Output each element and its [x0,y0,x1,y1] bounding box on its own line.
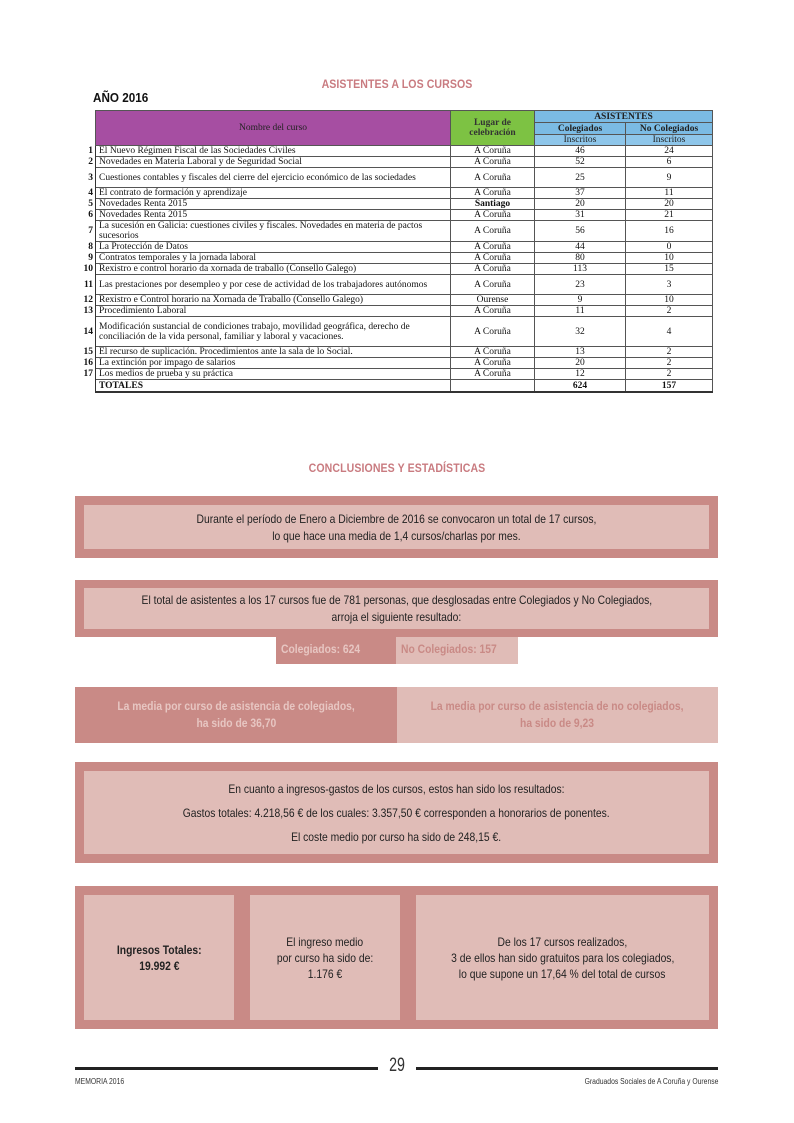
table-row [77,264,713,275]
avg-colegiados-line2: ha sido de 36,70 [196,716,276,730]
table-row [77,275,713,295]
no-colegiados-count: 10 [626,253,713,264]
no-colegiados-count: 6 [626,157,713,168]
footer-left-text: MEMORIA 2016 [75,1077,125,1086]
course-name: Contratos temporales y la jornada laboral [96,253,451,264]
courses-summary-line2: lo que hace una media de 1,4 cursos/charlas por mes. [272,529,521,543]
table-row [77,157,713,168]
header-colegiados: Colegiados [535,123,626,135]
colegiados-count: 37 [535,188,626,199]
row-number: 15 [77,347,96,358]
course-place: A Coruña [451,221,535,242]
colegiados-count: 80 [535,253,626,264]
row-number: 5 [77,199,96,210]
summary-box-income [75,886,718,1029]
table-row [77,347,713,358]
colegiados-count: 20 [535,199,626,210]
course-name: La sucesión en Galicia: cuestiones civiles y fiscales. Novedades en materia de pactos sucesorios [96,221,451,242]
year-label: AÑO 2016 [93,90,149,105]
course-name: Procedimiento Laboral [96,306,451,317]
no-colegiados-count: 10 [626,295,713,306]
courses-table [77,110,713,393]
section-title-asistentes: ASISTENTES A LOS CURSOS [321,77,473,91]
course-name: Modificación sustancial de condiciones trabajo, movilidad geográfica, derecho de conciliación de la vida personal, familiar y laboral y vacaciones. [96,317,451,347]
course-place: A Coruña [451,242,535,253]
footer-right-text: Graduados Sociales de A Coruña y Ourense [584,1077,718,1086]
avg-colegiados-line1: La media por curso de asistencia de colegiados, [117,699,355,713]
totals-no-colegiados: 157 [626,380,713,393]
row-number: 14 [77,317,96,347]
header-course-name: Nombre del curso [96,111,451,146]
table-row [77,188,713,199]
finances-line1: En cuanto a ingresos-gastos de los cursos, estos han sido los resultados: [228,782,565,796]
no-colegiados-count: 2 [626,358,713,369]
course-name: La Protección de Datos [96,242,451,253]
attendees-summary-line2: arroja el siguiente resultado: [331,610,462,624]
section-title-conclusiones: CONCLUSIONES Y ESTADÍSTICAS [308,461,486,475]
course-name: Rexistro e control horario da xornada de traballo (Consello Galego) [96,264,451,275]
no-colegiados-total-tag: No Colegiados: 157 [401,642,497,656]
colegiados-count: 32 [535,317,626,347]
avg-no-colegiados-box [397,687,718,743]
footer-rule-left [75,1067,378,1070]
no-colegiados-count: 16 [626,221,713,242]
course-place: Ourense [451,295,535,306]
course-place: A Coruña [451,157,535,168]
table-row [77,358,713,369]
totals-label: TOTALES [96,380,451,393]
courses-summary-line1: Durante el período de Enero a Diciembre de 2016 se convocaron un total de 17 cursos, [196,512,597,526]
no-colegiados-count: 2 [626,306,713,317]
colegiados-count: 46 [535,146,626,157]
course-name: El contrato de formación y aprendizaje [96,188,451,199]
colegiados-count: 52 [535,157,626,168]
no-colegiados-count: 4 [626,317,713,347]
table-row [77,210,713,221]
page-number: 29 [389,1055,405,1076]
course-place: A Coruña [451,369,535,380]
table-row [77,317,713,347]
header-inscritos-no-colegiados: Inscritos [626,135,713,146]
colegiados-count: 20 [535,358,626,369]
table-row [77,221,713,242]
row-number: 7 [77,221,96,242]
summary-box-attendees [75,580,718,637]
row-number: 12 [77,295,96,306]
colegiados-total-tag: Colegiados: 624 [281,642,361,656]
colegiados-count: 113 [535,264,626,275]
course-place: A Coruña [451,306,535,317]
totals-place [451,380,535,393]
course-place: A Coruña [451,210,535,221]
no-colegiados-count: 15 [626,264,713,275]
income-total-label: Ingresos Totales: [116,942,202,957]
header-place: Lugar de celebración [451,111,535,146]
row-number: 6 [77,210,96,221]
row-number: 10 [77,264,96,275]
totals-row [77,380,713,393]
course-place: A Coruña [451,146,535,157]
footer-rule-right [416,1067,718,1070]
course-place: A Coruña [451,358,535,369]
course-name: El recurso de suplicación. Procedimientos ante la sala de lo Social. [96,347,451,358]
free-courses-line1: De los 17 cursos realizados, [497,934,628,949]
attendees-summary-line1: El total de asistentes a los 17 cursos fue de 781 personas, que desglosadas entre Colegiados y No Colegiados, [141,593,652,607]
course-name: La extinción por impago de salarios [96,358,451,369]
finances-avg-cost: El coste medio por curso ha sido de 248,15 €. [291,830,502,844]
row-number: 9 [77,253,96,264]
income-avg-value: 1.176 € [307,966,343,981]
row-number: 16 [77,358,96,369]
row-number: 1 [77,146,96,157]
row-number: 4 [77,188,96,199]
no-colegiados-count: 24 [626,146,713,157]
table-row [77,199,713,210]
totals-colegiados: 624 [535,380,626,393]
course-place: A Coruña [451,253,535,264]
no-colegiados-count: 3 [626,275,713,295]
no-colegiados-count: 9 [626,168,713,188]
row-number: 3 [77,168,96,188]
row-number: 2 [77,157,96,168]
no-colegiados-count: 20 [626,199,713,210]
avg-colegiados-box [75,687,397,743]
course-name: Novedades Renta 2015 [96,199,451,210]
row-number: 11 [77,275,96,295]
income-avg-line2: por curso ha sido de: [276,950,374,965]
row-number: 13 [77,306,96,317]
summary-box-finances [75,762,718,863]
header-no-colegiados: No Colegiados [626,123,713,135]
course-name: Cuestiones contables y fiscales del cierre del ejercicio económico de las sociedades [96,168,451,188]
colegiados-count: 56 [535,221,626,242]
avg-no-colegiados-line1: La media por curso de asistencia de no colegiados, [431,699,684,713]
summary-box-courses [75,496,718,558]
free-courses-line3: lo que supone un 17,64 % del total de cursos [459,966,666,981]
table-row [77,146,713,157]
course-place: A Coruña [451,275,535,295]
no-colegiados-count: 2 [626,347,713,358]
table-row [77,242,713,253]
table-row [77,306,713,317]
course-name: Novedades en Materia Laboral y de Seguridad Social [96,157,451,168]
colegiados-count: 31 [535,210,626,221]
colegiados-count: 9 [535,295,626,306]
avg-no-colegiados-line2: ha sido de 9,23 [520,716,595,730]
colegiados-count: 12 [535,369,626,380]
header-attendees: ASISTENTES [535,111,713,123]
no-colegiados-count: 2 [626,369,713,380]
course-name: Las prestaciones por desempleo y por cese de actividad de los trabajadores autónomos [96,275,451,295]
course-place: A Coruña [451,317,535,347]
course-place: Santiago [451,199,535,210]
free-courses-line2: 3 de ellos han sido gratuitos para los colegiados, [450,950,675,965]
course-name: El Nuevo Régimen Fiscal de las Sociedades Civiles [96,146,451,157]
course-name: Los medios de prueba y su práctica [96,369,451,380]
income-avg-line1: El ingreso medio [286,934,364,949]
finances-expenses: Gastos totales: 4.218,56 € de los cuales: 3.357,50 € corresponden a honorarios de ponentes. [183,806,610,820]
course-name: Rexistro e Control horario na Xornada de Traballo (Consello Galego) [96,295,451,306]
no-colegiados-count: 0 [626,242,713,253]
course-place: A Coruña [451,347,535,358]
row-number: 17 [77,369,96,380]
row-number: 8 [77,242,96,253]
colegiados-count: 44 [535,242,626,253]
colegiados-count: 13 [535,347,626,358]
course-name: Novedades Renta 2015 [96,210,451,221]
course-place: A Coruña [451,188,535,199]
table-row [77,295,713,306]
course-place: A Coruña [451,264,535,275]
header-inscritos-colegiados: Inscritos [535,135,626,146]
no-colegiados-count: 21 [626,210,713,221]
colegiados-count: 11 [535,306,626,317]
income-total-value: 19.992 € [138,958,180,973]
course-place: A Coruña [451,168,535,188]
colegiados-count: 25 [535,168,626,188]
table-row [77,168,713,188]
no-colegiados-count: 11 [626,188,713,199]
table-row [77,369,713,380]
table-row [77,253,713,264]
colegiados-count: 23 [535,275,626,295]
